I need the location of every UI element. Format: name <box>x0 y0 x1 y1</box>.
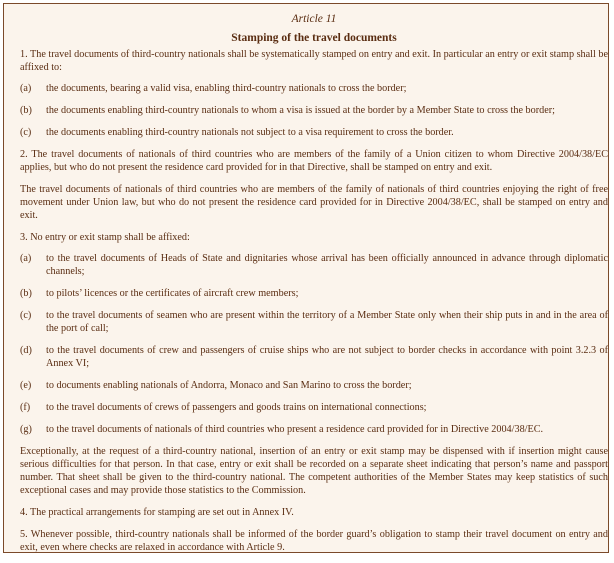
article-body <box>20 12 608 563</box>
list-item <box>20 401 608 414</box>
paragraph-2: 2. The travel documents of nationals of third countries who are members of the family of a Union citizen to whom Directive 2004/38/EC applies, but who do not present the residence card provided for in that Directive, shall be stamped on entry and exit. <box>20 149 608 173</box>
list-item-text: to the travel documents of seamen who are present within the territory of a Member State only when their ship puts in and in the area of the port of call; <box>46 310 608 334</box>
list-item <box>20 423 608 436</box>
list-item <box>20 344 608 370</box>
list-item-label: (d) <box>20 345 32 356</box>
list-item-label: (c) <box>20 310 32 321</box>
list-item-text: the documents enabling third-country nationals not subject to a visa requirement to cross the border. <box>46 127 454 138</box>
list-item-text: to the travel documents of crews of passengers and goods trains on international connections; <box>46 402 427 413</box>
list-item-label: (g) <box>20 424 32 435</box>
list-item-text: to pilots’ licences or the certificates of aircraft crew members; <box>46 288 299 299</box>
list-item-text: to the travel documents of Heads of State and dignitaries whose arrival has been officially announced in advance through diplomatic channels; <box>46 253 608 277</box>
paragraph-5: 5. Whenever possible, third-country nationals shall be informed of the border guard’s obligation to stamp their travel document on entry and exit, even where checks are relaxed in accordance with Article 9. <box>20 529 608 553</box>
list-item-text: the documents enabling third-country nationals to whom a visa is issued at the border by a Member State to cross the border; <box>46 105 555 116</box>
list-item-label: (e) <box>20 380 32 391</box>
list-item-label: (f) <box>20 402 31 413</box>
list-item <box>20 379 608 392</box>
list-item-label: (a) <box>20 83 32 94</box>
paragraph-3: 3. No entry or exit stamp shall be affixed: <box>20 232 190 243</box>
list-item-text: the documents, bearing a valid visa, enabling third-country nationals to cross the border; <box>46 83 407 94</box>
list-item <box>20 104 608 117</box>
document-frame <box>3 3 609 553</box>
list-item-label: (a) <box>20 253 32 264</box>
paragraph-3-exception: Exceptionally, at the request of a third-country national, insertion of an entry or exit stamp may be dispensed with if insertion might cause serious difficulties for that person. In that case, entry or exit shall be recorded on a separate sheet indicating that person’s name and passport number. That sheet shall be given to the third-country national. The competent authorities of the Member States may keep statistics of such exceptional cases and may provide those statistics to the Commission. <box>20 446 608 496</box>
paragraph-2-continuation: The travel documents of nationals of third countries who are members of the family of nationals of third countries enjoying the right of free movement under Union law, but who do not present the residence card provided for in Directive 2004/38/EC, shall be stamped on entry and exit. <box>20 184 608 221</box>
list-item <box>20 309 608 335</box>
list-item-text: to documents enabling nationals of Andorra, Monaco and San Marino to cross the border; <box>46 380 412 391</box>
list-item-text: to the travel documents of nationals of third countries who present a residence card provided for in Directive 2004/38/EC. <box>46 424 544 435</box>
article-number: Article 11 <box>291 13 337 25</box>
list-item <box>20 126 608 139</box>
list-item-text: to the travel documents of crew and passengers of cruise ships who are not subject to border checks in accordance with point 3.2.3 of Annex VI; <box>46 345 608 369</box>
paragraph-4: 4. The practical arrangements for stamping are set out in Annex IV. <box>20 507 294 518</box>
list-item <box>20 287 608 300</box>
list-item <box>20 82 608 95</box>
article-title: Stamping of the travel documents <box>231 32 397 44</box>
list-item <box>20 252 608 278</box>
list-item-label: (b) <box>20 288 32 299</box>
list-item-label: (b) <box>20 105 32 116</box>
paragraph-1: 1. The travel documents of third-country nationals shall be systematically stamped on entry and exit. In particular an entry or exit stamp shall be affixed to: <box>20 49 608 73</box>
list-item-label: (c) <box>20 127 32 138</box>
